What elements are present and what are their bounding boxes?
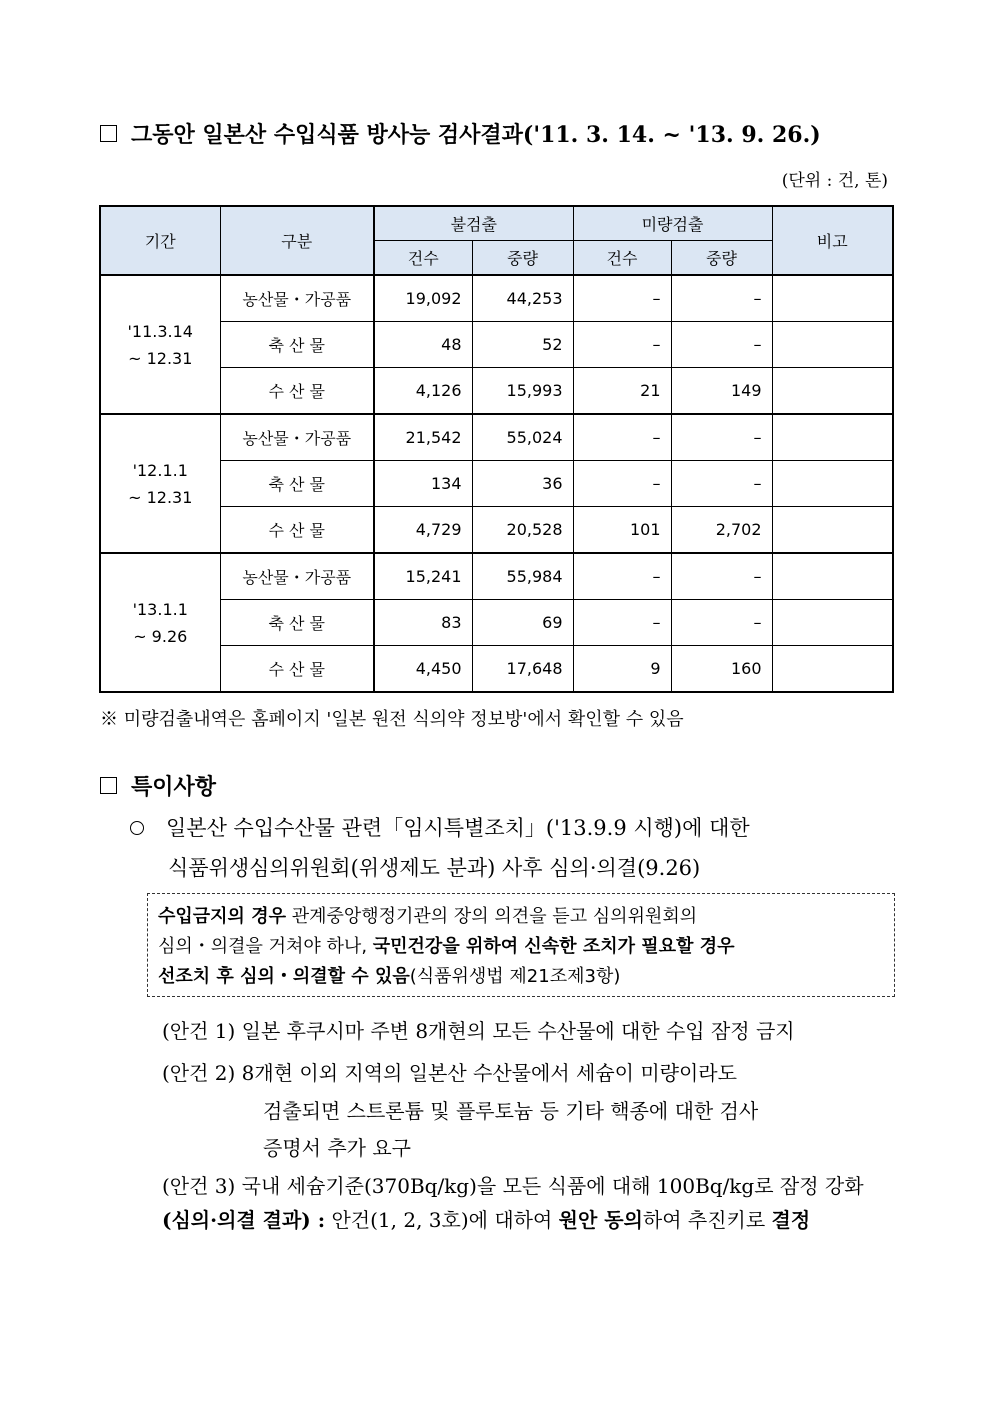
td-count-cell: – (573, 553, 671, 600)
section-title-text: 그동안 일본산 수입식품 방사능 검사결과('11. 3. 14. ~ '13. 9. 26.) (131, 122, 821, 148)
category-cell: 농산물・가공품 (220, 275, 374, 322)
td-count-cell: – (573, 600, 671, 646)
td-count-cell: – (573, 461, 671, 507)
nd-count-cell: 4,729 (374, 507, 472, 554)
header-nd-weight: 중량 (472, 241, 573, 276)
nd-weight-cell: 44,253 (472, 275, 573, 322)
remarks-cell (772, 600, 893, 646)
box-text-3: (식품위생법 제21조제3항) (409, 966, 621, 987)
remarks-cell (772, 553, 893, 600)
header-nd-count: 건수 (374, 241, 472, 276)
remarks-cell (772, 507, 893, 554)
checkbox-square-icon (100, 125, 117, 142)
td-count-cell: – (573, 275, 671, 322)
period-start: '13.1.1 (132, 599, 188, 619)
checkbox-square-icon (100, 777, 117, 794)
td-weight-cell: – (671, 553, 772, 600)
nd-weight-cell: 55,984 (472, 553, 573, 600)
section2-title-text: 특이사항 (131, 774, 217, 800)
box-bold-3: 선조치 후 심의・의결할 수 있음 (158, 966, 410, 987)
decision-result (162, 1204, 810, 1233)
remarks-cell (772, 461, 893, 507)
period-cell (100, 553, 220, 692)
box-bold-1: 수입금지의 경우 (158, 906, 286, 927)
bullet-line2: 식품위생심의위원회(위생제도 분과) 사후 심의·의결(9.26) (168, 856, 701, 880)
remarks-cell (772, 275, 893, 322)
category-cell: 축 산 물 (220, 322, 374, 368)
table-row (100, 553, 893, 600)
header-period: 기간 (100, 206, 220, 275)
td-weight-cell: – (671, 461, 772, 507)
td-weight-cell: 160 (671, 646, 772, 693)
nd-weight-cell: 15,993 (472, 368, 573, 415)
td-weight-cell: – (671, 275, 772, 322)
result-bold-2: 결정 (771, 1208, 811, 1232)
category-cell: 수 산 물 (220, 368, 374, 415)
td-count-cell: 9 (573, 646, 671, 693)
nd-count-cell: 19,092 (374, 275, 472, 322)
category-cell: 농산물・가공품 (220, 553, 374, 600)
category-cell: 농산물・가공품 (220, 414, 374, 461)
legal-note-box (147, 893, 895, 997)
nd-weight-cell: 20,528 (472, 507, 573, 554)
period-start: '11.3.14 (127, 321, 193, 341)
category-cell: 축 산 물 (220, 600, 374, 646)
nd-count-cell: 134 (374, 461, 472, 507)
nd-count-cell: 83 (374, 600, 472, 646)
nd-count-cell: 21,542 (374, 414, 472, 461)
nd-count-cell: 4,450 (374, 646, 472, 693)
agenda-2-line3: 증명서 추가 요구 (263, 1136, 411, 1160)
remarks-cell (772, 646, 893, 693)
agenda-2-line2: 검출되면 스트론튬 및 플루토늄 등 기타 핵종에 대한 검사 (263, 1099, 759, 1123)
nd-count-cell: 15,241 (374, 553, 472, 600)
td-weight-cell: 2,702 (671, 507, 772, 554)
nd-count-cell: 4,126 (374, 368, 472, 415)
remarks-cell (772, 414, 893, 461)
td-weight-cell: – (671, 600, 772, 646)
inspection-results-table (99, 205, 894, 693)
result-bold-1: 원안 동의 (558, 1208, 643, 1232)
bullet-line1: 일본산 수입수산물 관련「임시특별조치」('13.9.9 시행)에 대한 (166, 816, 750, 840)
period-end: ~ 12.31 (128, 348, 193, 368)
nd-count-cell: 48 (374, 322, 472, 368)
td-weight-cell: 149 (671, 368, 772, 415)
header-trace-detected: 미량검출 (573, 206, 772, 241)
header-td-count: 건수 (573, 241, 671, 276)
period-start: '12.1.1 (132, 460, 188, 480)
td-count-cell: 21 (573, 368, 671, 415)
note-text: ※ 미량검출내역은 홈페이지 '일본 원전 식의약 정보방'에서 확인할 수 있음 (100, 709, 684, 730)
header-category: 구분 (220, 206, 374, 275)
table-row (100, 414, 893, 461)
agenda-2: (안건 2) 8개현 이외 지역의 일본산 수산물에서 세슘이 미량이라도 (162, 1061, 737, 1085)
td-weight-cell: – (671, 322, 772, 368)
header-td-weight: 중량 (671, 241, 772, 276)
td-count-cell: – (573, 322, 671, 368)
nd-weight-cell: 36 (472, 461, 573, 507)
result-text-1: 안건(1, 2, 3호)에 대하여 (325, 1208, 559, 1232)
td-count-cell: 101 (573, 507, 671, 554)
result-text-2: 하여 추진키로 (642, 1208, 772, 1232)
header-not-detected: 불검출 (374, 206, 573, 241)
result-label: (심의·의결 결과) : (162, 1208, 326, 1232)
remarks-cell (772, 322, 893, 368)
header-remarks: 비고 (772, 206, 893, 275)
box-text-2: 심의・의결을 거쳐야 하나, (158, 936, 373, 957)
agenda-1: (안건 1) 일본 후쿠시마 주변 8개현의 모든 수산물에 대한 수입 잠정 금지 (162, 1019, 795, 1043)
period-end: ~ 9.26 (133, 626, 188, 646)
td-weight-cell: – (671, 414, 772, 461)
table-row (100, 275, 893, 322)
bullet-item (130, 812, 750, 842)
nd-weight-cell: 17,648 (472, 646, 573, 693)
box-text-1: 관계중앙행정기관의 장의 의견을 듣고 심의위원회의 (285, 906, 698, 927)
section-title-results (100, 118, 821, 149)
category-cell: 수 산 물 (220, 646, 374, 693)
remarks-cell (772, 368, 893, 415)
category-cell: 수 산 물 (220, 507, 374, 554)
nd-weight-cell: 55,024 (472, 414, 573, 461)
unit-label: (단위 : 건, 톤) (781, 171, 888, 191)
category-cell: 축 산 물 (220, 461, 374, 507)
td-count-cell: – (573, 414, 671, 461)
circle-bullet-icon (130, 821, 144, 835)
agenda-3: (안건 3) 국내 세슘기준(370Bq/kg)을 모든 식품에 대해 100Bq/kg로 잠정 강화 (162, 1174, 864, 1198)
nd-weight-cell: 69 (472, 600, 573, 646)
period-end: ~ 12.31 (128, 487, 193, 507)
nd-weight-cell: 52 (472, 322, 573, 368)
period-cell (100, 414, 220, 553)
section-title-special (100, 770, 216, 801)
period-cell (100, 275, 220, 414)
box-bold-2: 국민건강을 위하여 신속한 조치가 필요할 경우 (372, 936, 735, 957)
